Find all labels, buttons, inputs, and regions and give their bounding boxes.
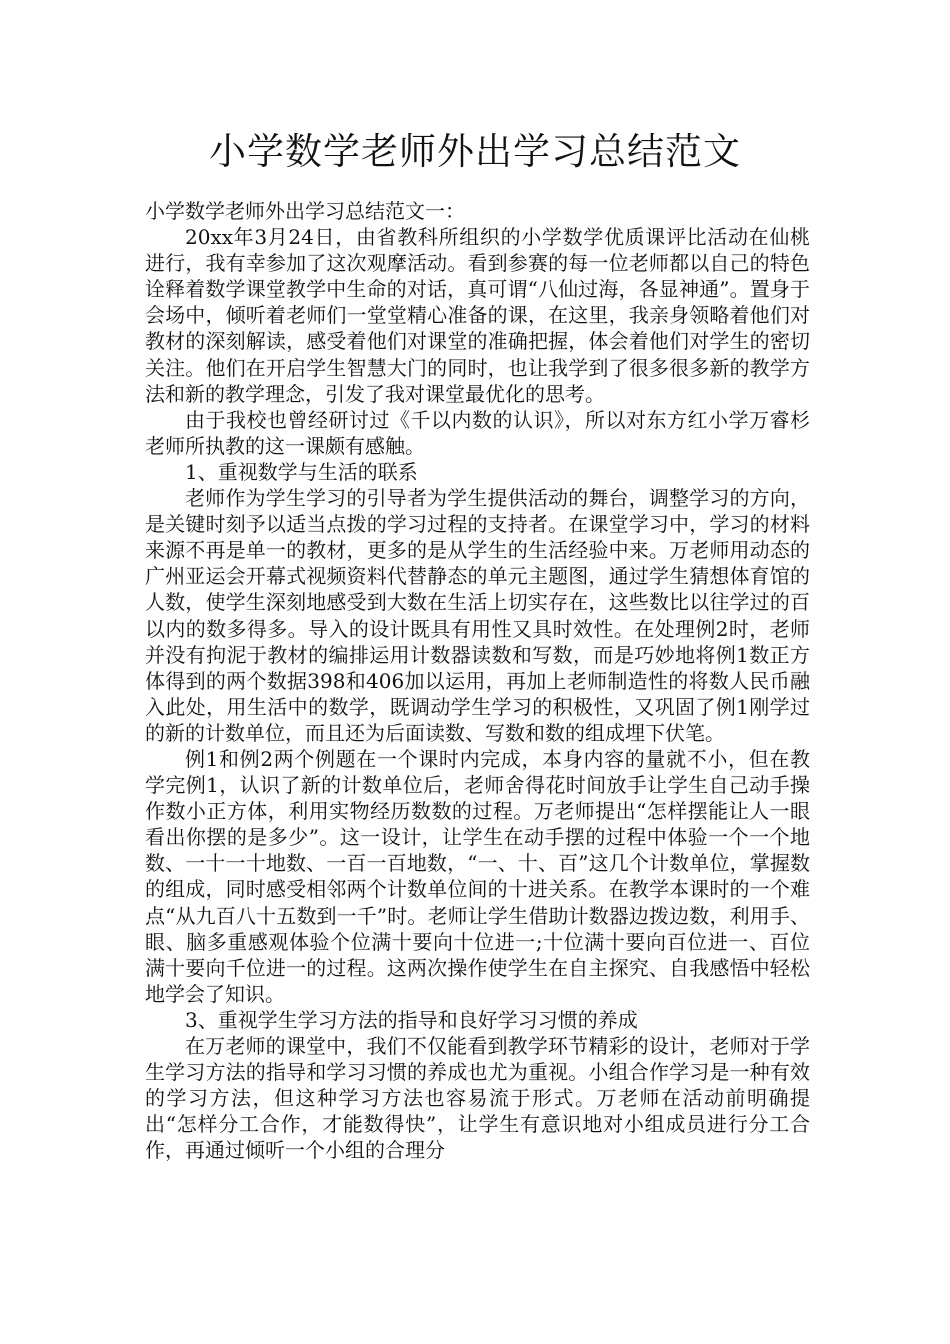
document-body xyxy=(145,198,810,1163)
paragraph: 3、重视学生学习方法的指导和良好学习习惯的养成 xyxy=(185,1007,638,1032)
paragraph: 在万老师的课堂中，我们不仅能看到教学环节精彩的设计，老师对于学生学习方法的指导和学习习惯的养成也尤为重视。小组合作学习是一种有效的学习方法，但这种学习方法也容易流于形式。万老师在活动前明确提出“怎样分工合作，才能数得快”，让学生有意识地对小组成员进行分工合作，再通过倾听一个小组的合理分 xyxy=(145,1034,810,1163)
paragraph: 例1和例2两个例题在一个课时内完成，本身内容的量就不小，但在教学完例1，认识了新的计数单位后，老师舍得花时间放手让学生自己动手操作数小正方体，利用实物经历数数的过程。万老师提出“怎样摆能让人一眼看出你摆的是多少”。这一设计，让学生在动手摆的过程中体验一个一个地数、一十一十地数、一百一百地数，“一、十、百”这几个计数单位，掌握数的组成，同时感受相邻两个计数单位间的十进关系。在教学本课时的一个难点“从九百八十五数到一千”时。老师让学生借助计数器边拨边数，利用手、眼、脑多重感观体验个位满十要向十位进一;十位满十要向百位进一、百位满十要向千位进一的过程。这两次操作使学生在自主探究、自我感悟中轻松地学会了知识。 xyxy=(145,746,810,1006)
paragraph: 20xx年3月24日，由省教科所组织的小学数学优质课评比活动在仙桃进行，我有幸参加了这次观摩活动。看到参赛的每一位老师都以自己的特色诠释着数学课堂教学中生命的对话，真可谓“八仙过海，各显神通”。置身于会场中，倾听着老师们一堂堂精心准备的课，在这里，我亲身领略着他们对教材的深刻解读，感受着他们对课堂的准确把握，体会着他们对学生的密切关注。他们在开启学生智慧大门的同时，也让我学到了很多很多新的教学方法和新的教学理念，引发了我对课堂最优化的思考。 xyxy=(145,225,810,406)
paragraph: 由于我校也曾经研讨过《千以内数的认识》，所以对东方红小学万睿杉老师所执教的这一课颇有感触。 xyxy=(145,407,810,458)
paragraph: 老师作为学生学习的引导者为学生提供活动的舞台，调整学习的方向，是关键时刻予以适当点拨的学习过程的支持者。在课堂学习中，学习的材料来源不再是单一的教材，更多的是从学生的生活经验中来。万老师用动态的广州亚运会开幕式视频资料代替静态的单元主题图，通过学生猜想体育馆的人数，使学生深刻地感受到大数在生活上切实存在，这些数比以往学过的百以内的数多得多。导入的设计既具有用性又具时效性。在处理例2时，老师并没有拘泥于教材的编排运用计数器读数和写数，而是巧妙地将例1数正方体得到的两个数据398和406加以运用，再加上老师制造性的将数人民币融入此处，用生活中的数学，既调动学生学习的积极性，又巩固了例1刚学过的新的计数单位，而且还为后面读数、写数和数的组成埋下伏笔。 xyxy=(145,486,810,745)
paragraph: 1、重视数学与生活的联系 xyxy=(185,459,418,484)
document-title: 小学数学老师外出学习总结范文 xyxy=(209,130,741,173)
paragraph: 小学数学老师外出学习总结范文一： xyxy=(145,199,465,223)
